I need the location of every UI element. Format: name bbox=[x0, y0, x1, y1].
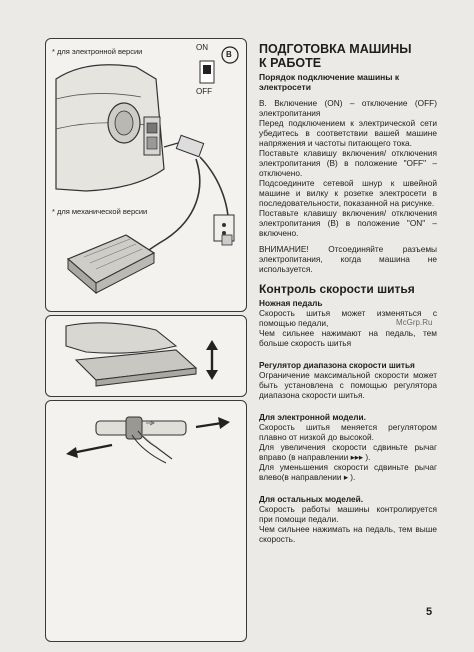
paragraph-connect-cord: Подсоедините сетевой шнур к швейной машине и вилку к розетке электросети в последовательности, показанной на рисунке. bbox=[259, 178, 437, 208]
text-column bbox=[259, 42, 437, 544]
connection-illustration bbox=[45, 38, 247, 312]
paragraph-check-voltage: Перед подключением к электрической сети убедитесь в соответствии вашей машине напряжения и частоты питающего тока. bbox=[259, 118, 437, 148]
left-arrow bbox=[66, 447, 78, 458]
paragraph-warning: ВНИМАНИЕ! Отсоединяйте разъемы электропитания, когда машина не используется. bbox=[259, 244, 437, 274]
paragraph-switch-on: Поставьте клавишу включения/ отключения электропитания (В) в положение "ON" – включено. bbox=[259, 208, 437, 238]
paragraph-electronic-3: Для уменьшения скорости сдвиньте рычаг влево(в направлении ▸ ). bbox=[259, 462, 437, 482]
paragraph-electronic-2: Для увеличения скорости сдвиньте рычаг вправо (в направлении ▸▸▸ ). bbox=[259, 442, 437, 462]
heading-other-models: Для остальных моделей. bbox=[259, 494, 364, 504]
speed-slider-illustration bbox=[45, 400, 247, 642]
subtitle: Порядок подключение машины к электросети bbox=[259, 72, 400, 92]
machine-drawing bbox=[46, 39, 246, 311]
paragraph-on-off: В. Включение (ON) – отключение (OFF) электропитания bbox=[259, 98, 437, 118]
label-electronic-version: * для электронной версии bbox=[52, 47, 143, 56]
speed-slider-drawing bbox=[46, 401, 246, 641]
page-title-line2: К РАБОТЕ bbox=[259, 56, 322, 70]
right-arrow bbox=[218, 417, 230, 429]
switch-off-label: OFF bbox=[196, 87, 212, 96]
watermark: McGrp.Ru bbox=[396, 318, 433, 327]
page-number: 5 bbox=[426, 606, 433, 618]
foot-shape bbox=[66, 323, 176, 353]
label-mechanical-version: * для механической версии bbox=[52, 207, 148, 216]
paragraph-pedal-1: Скорость шитья может изменяться с помощью педали, bbox=[259, 308, 437, 328]
power-connector bbox=[176, 135, 203, 156]
heading-foot-pedal: Ножная педаль bbox=[259, 298, 323, 308]
slider-lever bbox=[126, 417, 142, 439]
page-title-line1: ПОДГОТОВКА МАШИНЫ bbox=[259, 42, 412, 56]
paragraph-pedal-2: Чем сильнее нажимают на педаль, тем больше скорость шитья bbox=[259, 328, 437, 348]
heading-speed-range: Регулятор диапазона скорости шитья bbox=[259, 360, 415, 370]
paragraph-switch-off: Поставьте клавишу включения/ отключения электропитания (В) в положение "OFF" – отключено. bbox=[259, 148, 437, 178]
paragraph-other-2: Чем сильнее нажимать на педаль, тем выше скорость. bbox=[259, 524, 437, 544]
paragraph-electronic-1: Скорость шитья меняется регулятором плавно от низкой до высокой. bbox=[259, 422, 437, 442]
paragraph-other-1: Скорость работы машины контролируется при помощи педали. bbox=[259, 504, 437, 524]
foot-pedal-drawing bbox=[46, 316, 246, 396]
section-title-speed: Контроль скорости шитья bbox=[259, 282, 415, 296]
switch-on-label: ON bbox=[196, 43, 208, 52]
heading-electronic-model: Для электронной модели. bbox=[259, 412, 366, 422]
paragraph-speed-range: Ограничение максимальной скорости может быть установлена с помощью регулятора диапазона скорости шитья. bbox=[259, 370, 437, 400]
switch-b-label: B bbox=[226, 50, 232, 59]
pedal-illustration bbox=[45, 315, 247, 397]
